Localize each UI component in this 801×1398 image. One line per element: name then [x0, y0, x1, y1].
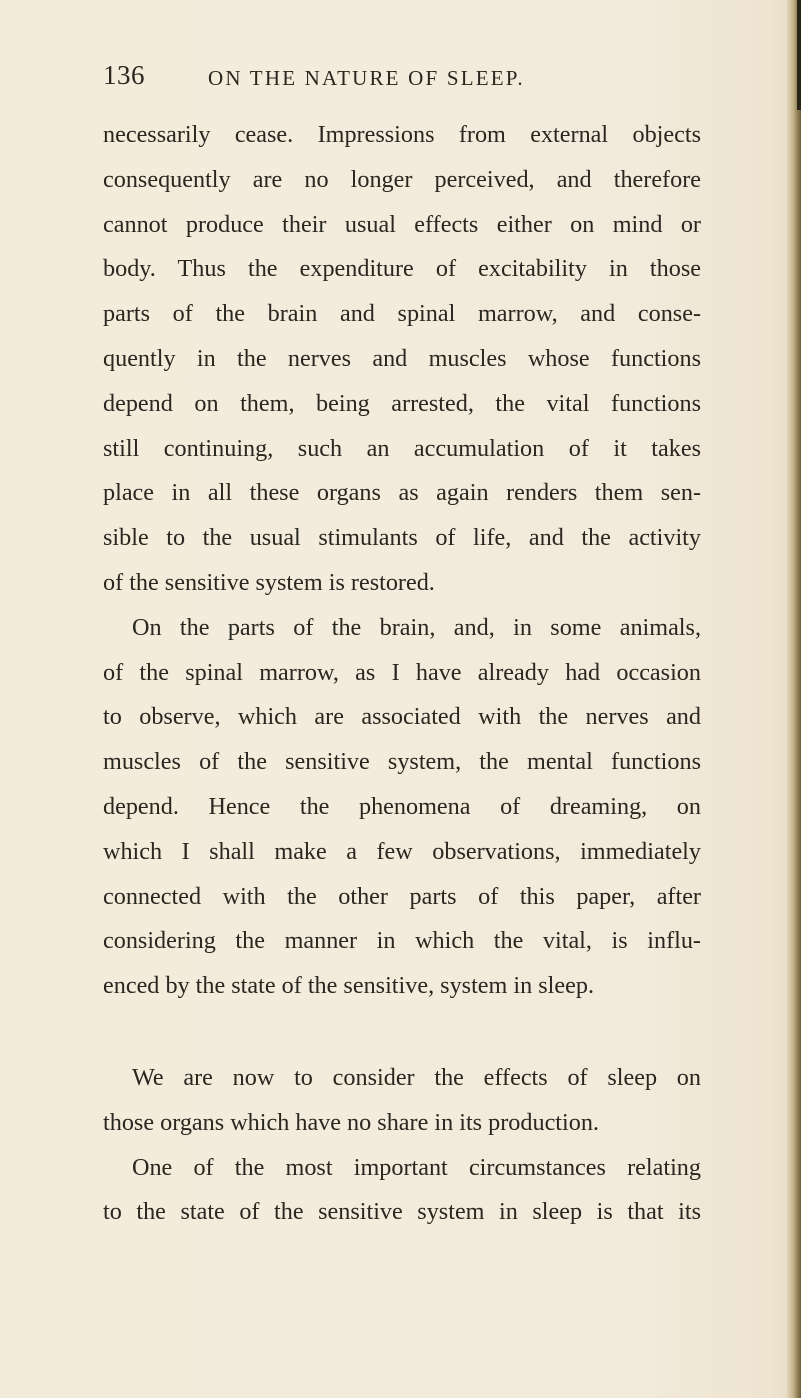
text-line: body. Thus the expenditure of excitability in those — [103, 255, 701, 283]
text-line: quently in the nerves and muscles whose functions — [103, 344, 701, 372]
text-line: consequently are no longer perceived, and therefore — [103, 165, 701, 193]
section-gap — [103, 1009, 701, 1056]
text-line: place in all these organs as again renders them sen- — [103, 479, 701, 507]
text-line: still continuing, such an accumulation of it takes — [103, 434, 701, 462]
text-line: cannot produce their usual effects either on mind or — [103, 210, 701, 238]
page-edge — [787, 0, 801, 1398]
text-line: One of the most important circumstances relating — [132, 1153, 701, 1181]
text-line: connected with the other parts of this paper, after — [103, 882, 701, 910]
binding-shadow — [797, 0, 801, 110]
text-line: to the state of the sensitive system in sleep is that its — [103, 1198, 701, 1226]
text-line: necessarily cease. Impressions from external objects — [103, 121, 701, 148]
text-line: those organs which have no share in its production. — [103, 1108, 599, 1136]
text-line: We are now to consider the effects of sleep on — [132, 1063, 701, 1091]
text-line: On the parts of the brain, and, in some animals, — [132, 613, 701, 641]
running-head: ON THE NATURE OF SLEEP. — [208, 66, 525, 90]
text-line: considering the manner in which the vital, is influ- — [103, 927, 701, 955]
text-line: parts of the brain and spinal marrow, and conse- — [103, 300, 701, 328]
page-header — [103, 60, 713, 100]
text-line: of the spinal marrow, as I have already had occasion — [103, 658, 701, 686]
text-line: depend. Hence the phenomena of dreaming, on — [103, 792, 701, 820]
text-line: depend on them, being arrested, the vital functions — [103, 389, 701, 417]
text-line: of the sensitive system is restored. — [103, 568, 435, 596]
text-line: enced by the state of the sensitive, system in sleep. — [103, 972, 595, 1000]
text-line: which I shall make a few observations, immediately — [103, 837, 701, 865]
page-number: 136 — [103, 60, 145, 90]
text-line: sible to the usual stimulants of life, and the activity — [103, 524, 701, 552]
text-line: to observe, which are associated with the nerves and — [103, 703, 701, 731]
text-line: muscles of the sensitive system, the mental functions — [103, 748, 701, 776]
body-text — [103, 113, 701, 1235]
